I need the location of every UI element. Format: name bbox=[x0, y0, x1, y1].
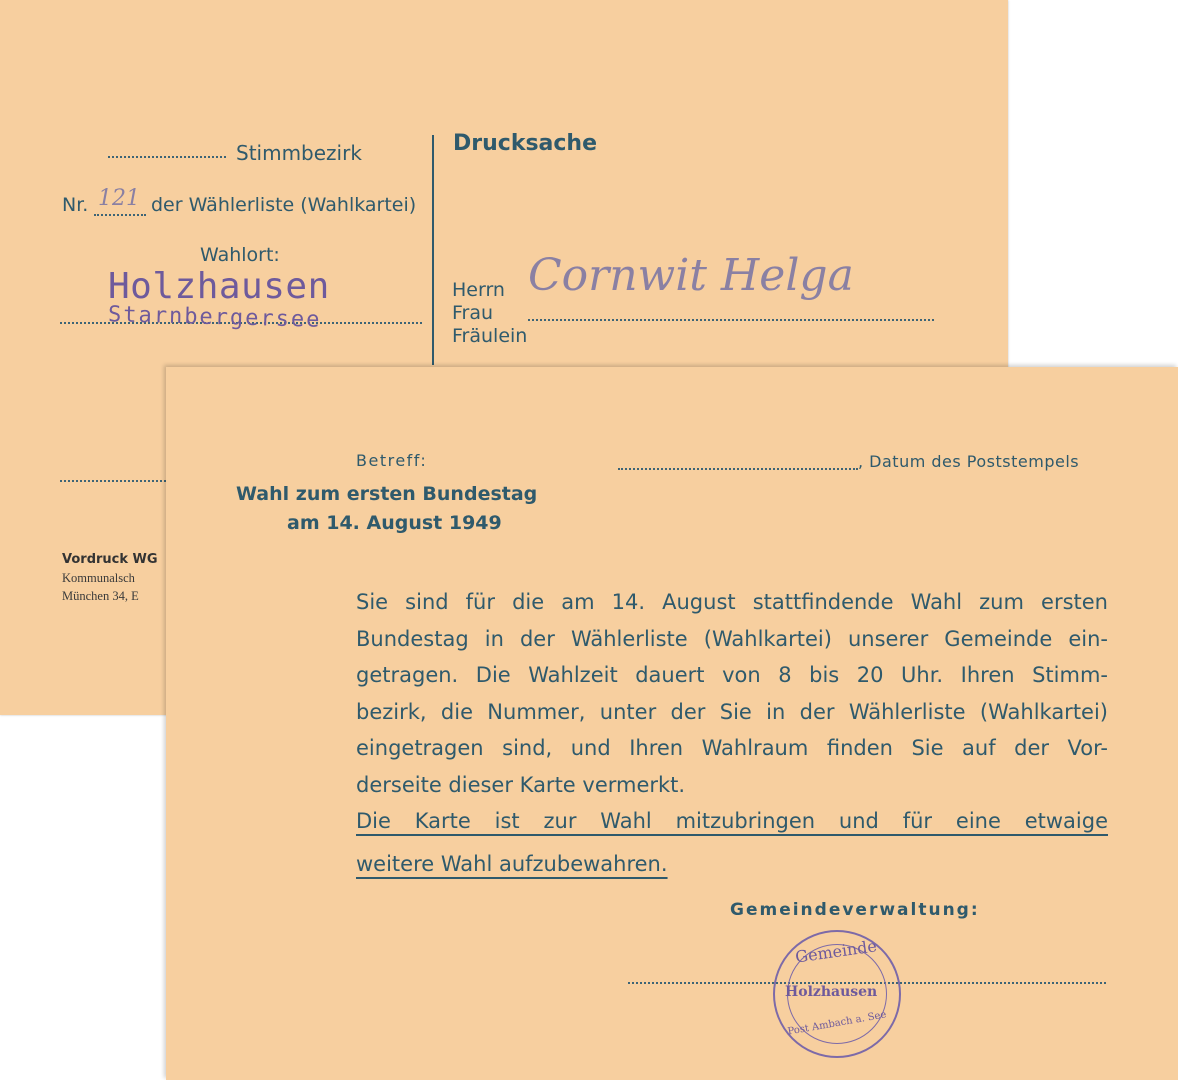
vordruck-line3: München 34, E bbox=[62, 589, 139, 603]
nr-label: Nr. bbox=[62, 194, 89, 216]
notice-body-text bbox=[356, 584, 1108, 882]
seal-middle-text: Holzhausen bbox=[785, 984, 878, 1000]
vordruck-line1: Vordruck WG bbox=[62, 552, 158, 567]
seal-top-text: Gemeinde bbox=[794, 936, 878, 967]
address-divider-line bbox=[432, 135, 434, 365]
frau-label: Frau bbox=[452, 302, 494, 324]
notice-line: bezirk, die Nummer, unter der Sie in der Wählerliste (Wahlkartei) bbox=[356, 699, 1108, 724]
notice-line: getragen. Die Wahlzeit dauert von 8 bis 20 Uhr. Ihren Stimm- bbox=[356, 663, 1108, 687]
notice-line: derseite dieser Karte vermerkt. bbox=[356, 772, 686, 797]
addressee-handwritten: Cornwit Helga bbox=[528, 250, 854, 301]
subject-line2: am 14. August 1949 bbox=[287, 512, 502, 534]
notice-line: Sie sind für die am 14. August stattfindende Wahl zum ersten bbox=[356, 590, 1108, 614]
wahlort-stamp-line2: Starnbergersee bbox=[107, 302, 322, 333]
stimmbezirk-label: Stimmbezirk bbox=[236, 141, 362, 165]
datum-label: , Datum des Poststempels bbox=[858, 452, 1080, 471]
betreff-label: Betreff: bbox=[356, 451, 428, 470]
herrn-label: Herrn bbox=[452, 279, 505, 301]
notice-underlined-line2: weitere Wahl aufzubewahren. bbox=[356, 851, 668, 876]
back-side-card bbox=[166, 367, 1178, 1080]
nr-dotted-line bbox=[94, 214, 146, 216]
vordruck-line2: Kommunalsch bbox=[62, 571, 135, 585]
front-lower-dotted-line bbox=[60, 480, 166, 482]
fraeulein-label: Fräulein bbox=[452, 325, 528, 347]
betreff-dotted-line bbox=[618, 468, 858, 470]
subject-line1: Wahl zum ersten Bundestag bbox=[236, 483, 538, 505]
seal-bottom-text: Post Ambach a. See bbox=[786, 1009, 888, 1038]
stimmbezirk-dotted-line bbox=[108, 156, 226, 158]
address-dotted-line bbox=[528, 319, 934, 321]
wahlort-label: Wahlort: bbox=[200, 244, 280, 266]
nr-handwritten-value: 121 bbox=[98, 186, 140, 211]
notice-underlined-line1: Die Karte ist zur Wahl mitzubringen und für eine etwaige bbox=[356, 809, 1108, 833]
notice-line: Bundestag in der Wählerliste (Wahlkartei) unserer Gemeinde ein- bbox=[356, 626, 1108, 651]
municipal-seal-stamp bbox=[773, 930, 901, 1058]
gemeindeverwaltung-label: Gemeindeverwaltung: bbox=[730, 900, 980, 920]
notice-line: eingetragen sind, und Ihren Wahlraum finden Sie auf der Vor- bbox=[356, 736, 1108, 760]
drucksache-heading: Drucksache bbox=[453, 131, 598, 156]
wahlort-stamp-line1: Holzhausen bbox=[108, 266, 330, 307]
waehlerliste-label: der Wählerliste (Wahlkartei) bbox=[151, 194, 417, 216]
